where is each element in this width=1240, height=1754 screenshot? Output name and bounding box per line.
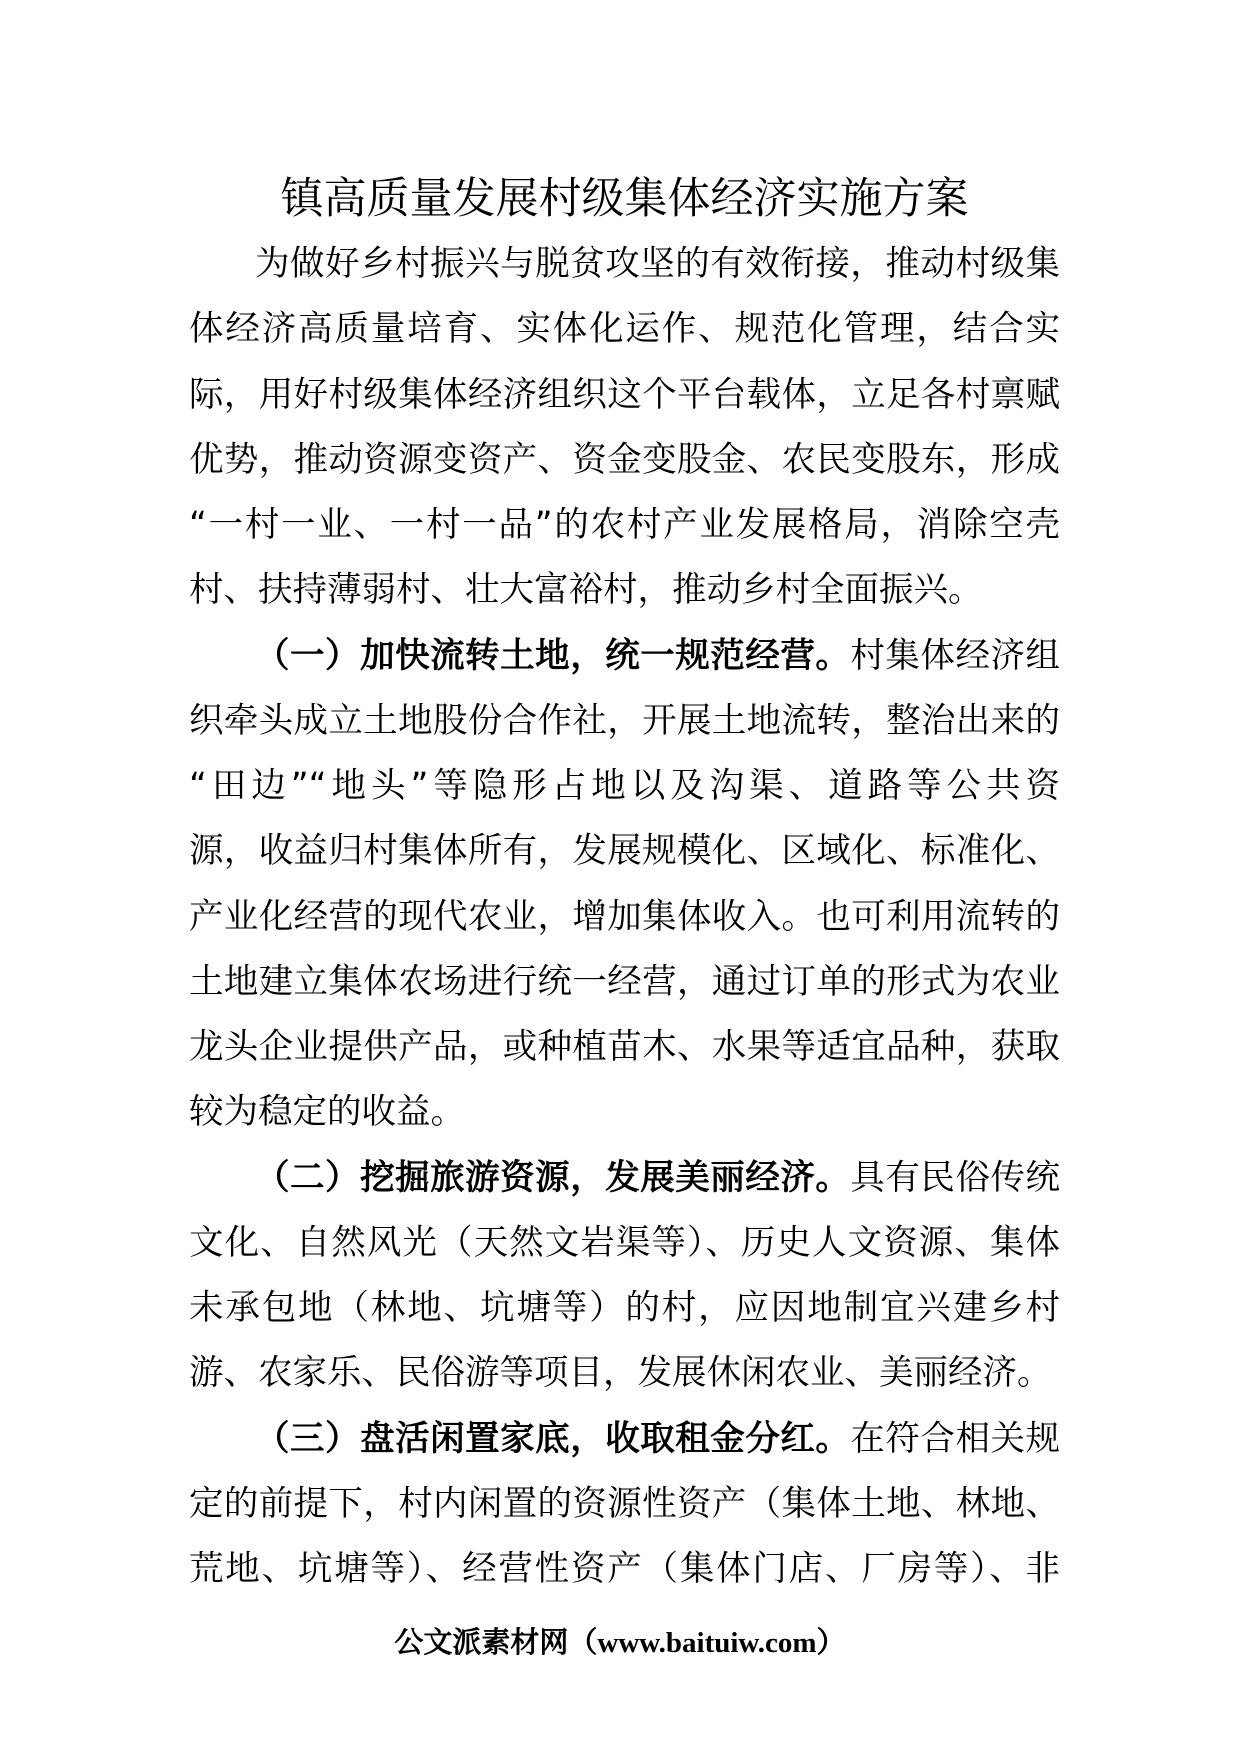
body-text: 具有民俗传统 — [850, 1157, 1061, 1198]
body-line: 定的前提下，村内闲置的资源性资产（集体土地、林地、 — [189, 1483, 1060, 1524]
body-line — [189, 1407, 1060, 1472]
body-line — [189, 1146, 1060, 1211]
body-line: 际，用好村级集体经济组织这个平台载体，立足各村禀赋 — [189, 374, 1060, 415]
body-line: 荒地、坑塘等）、经营性资产（集体门店、厂房等）、非 — [189, 1549, 1060, 1589]
page-title: 镇高质量发展村级集体经济实施方案 — [280, 174, 969, 224]
body-line: 优势，推动资源变资产、资金变股金、农民变股东，形成 — [189, 439, 1060, 480]
body-line: 较为稳定的收益。 — [189, 1092, 465, 1133]
body-text: 在符合相关规 — [850, 1418, 1061, 1459]
body-line: 为做好乡村振兴与脱贫攻坚的有效衔接，推动村级集 — [255, 244, 1060, 284]
paragraph-section-1 — [189, 624, 1060, 1146]
body-line: 村、扶持薄弱村、壮大富裕村，推动乡村全面振兴。 — [189, 570, 983, 611]
body-line: 土地建立集体农场进行统一经营，通过订单的形式为农业 — [189, 961, 1060, 1002]
body-line: 游、农家乐、民俗游等项目，发展休闲农业、美丽经济。 — [189, 1353, 1052, 1394]
paragraph-heading: （二）挖掘旅游资源，发展美丽经济。 — [255, 1157, 851, 1198]
body-line: 织牵头成立土地股份合作社，开展土地流转，整治出来的 — [189, 700, 1060, 741]
body-line: “一村一业、一村一品”的农村产业发展格局，消除空壳 — [189, 505, 1060, 545]
body-line: 产业化经营的现代农业，增加集体收入。也可利用流转的 — [189, 896, 1060, 937]
body-text: 村集体经济组 — [850, 635, 1061, 676]
body-line — [189, 624, 1060, 689]
body-line: 龙头企业提供产品，或种植苗木、水果等适宜品种，获取 — [189, 1027, 1060, 1067]
body-line: 未承包地（林地、坑塘等）的村，应因地制宜兴建乡村 — [189, 1288, 1060, 1328]
body-line: 体经济高质量培育、实体化运作、规范化管理，结合实 — [189, 309, 1060, 350]
paragraph-section-3 — [189, 1407, 1060, 1603]
body-line: 文化、自然风光（天然文岩渠等）、历史人文资源、集体 — [189, 1222, 1060, 1263]
body-line: 源，收益归村集体所有，发展规模化、区域化、标准化、 — [189, 831, 1060, 872]
paragraph-heading: （三）盘活闲置家底，收取租金分红。 — [255, 1418, 851, 1459]
document-page — [189, 167, 1060, 1602]
footer-watermark: 公文派素材网（www.baituiw.com） — [394, 1627, 846, 1659]
body-line: “田边”“地头”等隐形占地以及沟渠、道路等公共资 — [189, 766, 1060, 806]
paragraph-section-2 — [189, 1146, 1060, 1407]
paragraph-heading: （一）加快流转土地，统一规范经营。 — [255, 635, 851, 676]
paragraph-intro — [189, 232, 1060, 624]
